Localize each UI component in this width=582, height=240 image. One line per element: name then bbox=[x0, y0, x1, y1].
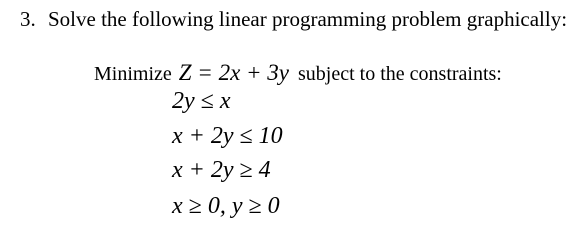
constraint-1: 2y ≤ x bbox=[172, 88, 231, 114]
objective-function: Z = 2x + 3y bbox=[178, 60, 290, 85]
problem-heading bbox=[20, 6, 567, 32]
problem-instruction: Solve the following linear programming problem graphically: bbox=[48, 7, 568, 31]
constraint-2: x + 2y ≤ 10 bbox=[172, 123, 283, 149]
constraints-lead-text: subject to the constraints: bbox=[298, 63, 502, 85]
problem-number: 3. bbox=[20, 7, 36, 31]
constraint-nonnegativity: x ≥ 0, y ≥ 0 bbox=[172, 193, 280, 219]
minimize-word: Minimize bbox=[94, 63, 172, 85]
objective-line bbox=[94, 59, 502, 88]
constraint-3: x + 2y ≥ 4 bbox=[172, 157, 271, 183]
